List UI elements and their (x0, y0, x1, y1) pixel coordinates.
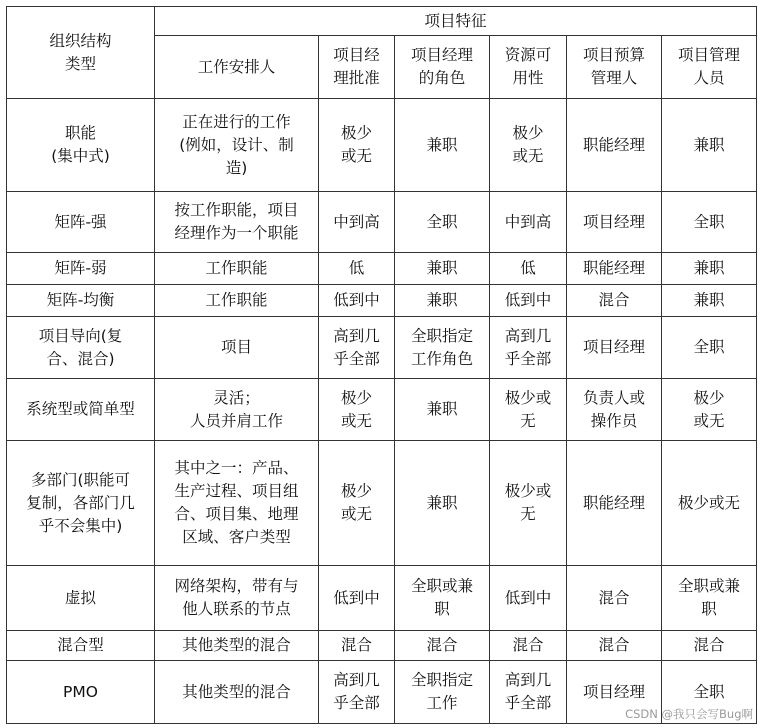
header-pm-role: 项目经理 的角色 (395, 36, 490, 99)
cell-work-assigner: 按工作职能，项目 经理作为一个职能 (155, 192, 319, 253)
cell-work-assigner: 灵活； 人员并肩工作 (155, 379, 319, 441)
cell-resource-availability: 低到中 (490, 285, 567, 317)
header-pm-approval: 项目经 理批准 (319, 36, 395, 99)
cell-pm-staff: 全职 (662, 192, 757, 253)
header-pm-staff: 项目管理 人员 (662, 36, 757, 99)
cell-pm-approval: 极少 或无 (319, 99, 395, 192)
row-org-type: 职能 (集中式) (7, 99, 155, 192)
cell-budget-manager: 混合 (567, 285, 662, 317)
cell-work-assigner: 其他类型的混合 (155, 661, 319, 724)
table-row (7, 285, 757, 317)
row-org-type: 矩阵-均衡 (7, 285, 155, 317)
header-budget-manager: 项目预算 管理人 (567, 36, 662, 99)
table-row (7, 379, 757, 441)
cell-resource-availability: 高到几 乎全部 (490, 661, 567, 724)
cell-pm-staff: 兼职 (662, 99, 757, 192)
organization-structure-table (6, 6, 757, 724)
cell-work-assigner: 网络架构，带有与 他人联系的节点 (155, 566, 319, 631)
cell-pm-staff: 兼职 (662, 285, 757, 317)
cell-pm-role: 全职指定 工作 (395, 661, 490, 724)
cell-resource-availability: 极少 或无 (490, 99, 567, 192)
cell-pm-approval: 低 (319, 253, 395, 285)
cell-budget-manager: 项目经理 (567, 192, 662, 253)
cell-pm-role: 混合 (395, 631, 490, 661)
cell-pm-staff: 极少 或无 (662, 379, 757, 441)
cell-budget-manager: 职能经理 (567, 253, 662, 285)
cell-resource-availability: 中到高 (490, 192, 567, 253)
row-org-type: 矩阵-强 (7, 192, 155, 253)
row-org-type: PMO (7, 661, 155, 724)
header-resource-availability: 资源可 用性 (490, 36, 567, 99)
row-org-type: 系统型或简单型 (7, 379, 155, 441)
cell-pm-approval: 混合 (319, 631, 395, 661)
cell-pm-staff: 混合 (662, 631, 757, 661)
cell-budget-manager: 负责人或 操作员 (567, 379, 662, 441)
cell-budget-manager: 混合 (567, 631, 662, 661)
cell-resource-availability: 极少或 无 (490, 441, 567, 566)
table-row (7, 631, 757, 661)
cell-pm-role: 全职指定 工作角色 (395, 317, 490, 379)
watermark: CSDN @我只会写Bug啊 (625, 707, 753, 721)
cell-work-assigner: 正在进行的工作 (例如，设计、制 造) (155, 99, 319, 192)
cell-work-assigner: 其中之一：产品、 生产过程、项目组 合、项目集、地理 区域、客户类型 (155, 441, 319, 566)
cell-resource-availability: 低 (490, 253, 567, 285)
header-project-characteristics: 项目特征 (155, 7, 757, 36)
cell-pm-role: 兼职 (395, 285, 490, 317)
row-org-type: 项目导向(复 合、混合) (7, 317, 155, 379)
cell-work-assigner: 工作职能 (155, 285, 319, 317)
cell-pm-staff: 全职或兼 职 (662, 566, 757, 631)
cell-resource-availability: 混合 (490, 631, 567, 661)
cell-resource-availability: 高到几 乎全部 (490, 317, 567, 379)
cell-pm-role: 兼职 (395, 379, 490, 441)
cell-budget-manager: 职能经理 (567, 99, 662, 192)
cell-work-assigner: 工作职能 (155, 253, 319, 285)
cell-resource-availability: 极少或 无 (490, 379, 567, 441)
row-org-type: 矩阵-弱 (7, 253, 155, 285)
header-work-assigner: 工作安排人 (155, 36, 319, 99)
cell-pm-approval: 低到中 (319, 566, 395, 631)
cell-pm-role: 兼职 (395, 253, 490, 285)
row-org-type: 混合型 (7, 631, 155, 661)
cell-pm-staff: 全职 (662, 661, 757, 724)
table-row (7, 99, 757, 192)
cell-pm-approval: 高到几 乎全部 (319, 661, 395, 724)
cell-budget-manager: 项目经理 (567, 317, 662, 379)
table-row (7, 566, 757, 631)
header-org-type: 组织结构 类型 (7, 7, 155, 99)
cell-pm-staff: 极少或无 (662, 441, 757, 566)
cell-work-assigner: 项目 (155, 317, 319, 379)
cell-pm-role: 兼职 (395, 99, 490, 192)
cell-pm-approval: 中到高 (319, 192, 395, 253)
cell-pm-role: 全职 (395, 192, 490, 253)
cell-pm-staff: 全职 (662, 317, 757, 379)
cell-pm-approval: 低到中 (319, 285, 395, 317)
table-row (7, 192, 757, 253)
cell-budget-manager: 职能经理 (567, 441, 662, 566)
table-row (7, 317, 757, 379)
table-row (7, 441, 757, 566)
table-row (7, 253, 757, 285)
cell-budget-manager: 项目经理 (567, 661, 662, 724)
row-org-type: 多部门(职能可 复制，各部门几 乎不会集中) (7, 441, 155, 566)
cell-pm-role: 全职或兼 职 (395, 566, 490, 631)
cell-pm-approval: 高到几 乎全部 (319, 317, 395, 379)
cell-budget-manager: 混合 (567, 566, 662, 631)
cell-pm-staff: 兼职 (662, 253, 757, 285)
cell-pm-role: 兼职 (395, 441, 490, 566)
row-org-type: 虚拟 (7, 566, 155, 631)
cell-resource-availability: 低到中 (490, 566, 567, 631)
cell-pm-approval: 极少 或无 (319, 379, 395, 441)
cell-work-assigner: 其他类型的混合 (155, 631, 319, 661)
cell-pm-approval: 极少 或无 (319, 441, 395, 566)
